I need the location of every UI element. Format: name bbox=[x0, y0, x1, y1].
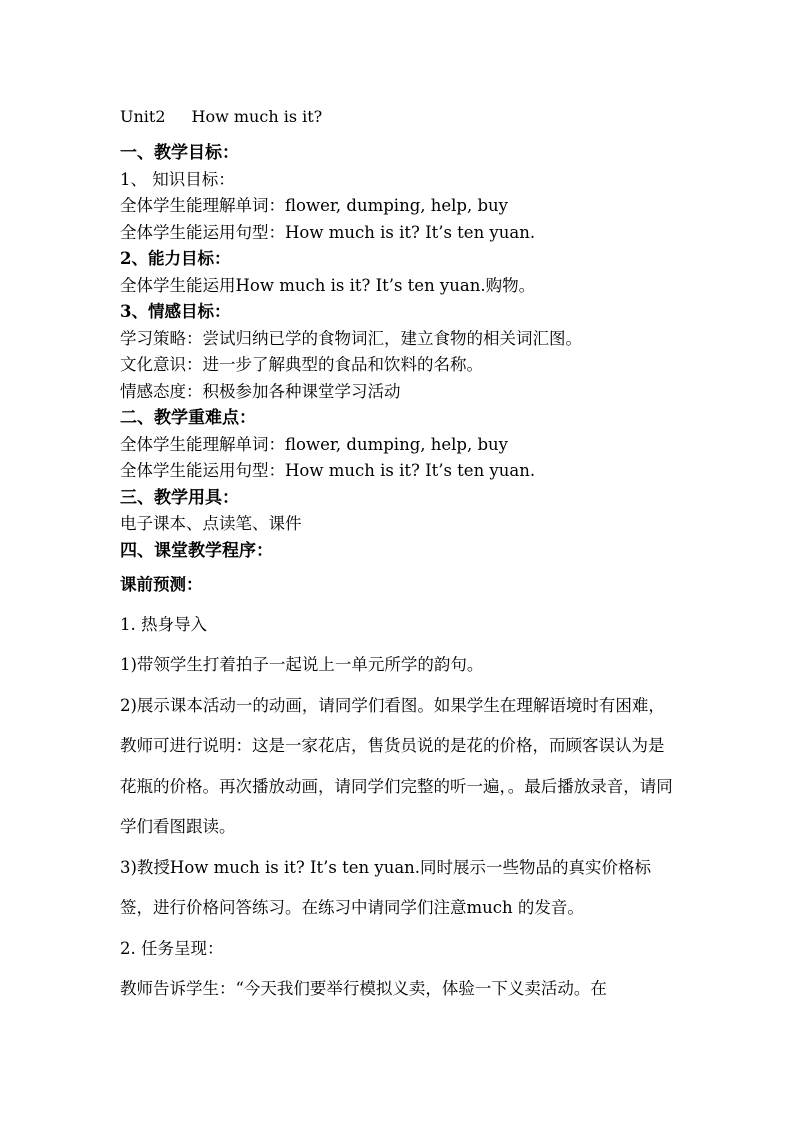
tools-line-1: 电子课本、点读笔、课件 bbox=[120, 514, 302, 533]
emotion-line-2: 文化意识：进一步了解典型的食品和饮料的名称。 bbox=[120, 355, 483, 374]
knowledge-line-2: 全体学生能运用句型：How much is it? It’s ten yuan. bbox=[120, 222, 536, 242]
unit-label: Unit2 bbox=[120, 107, 166, 126]
section-heading-key-points: 二、教学重难点： bbox=[120, 408, 256, 428]
document-title bbox=[120, 104, 680, 130]
key-point-line-2: 全体学生能运用句型：How much is it? It’s ten yuan. bbox=[120, 461, 536, 480]
subheading-knowledge: 1、 知识目标： bbox=[120, 169, 235, 189]
step2-paragraph: 教师告诉学生：“今天我们要举行模拟义卖，体验一下义卖活动。在 bbox=[120, 979, 607, 998]
step1-item-3: 3)教授How much is it? It’s ten yuan.同时展示一些物品的真实价格标签，进行价格问答练习。在练习中请同学们注意much 的发音。 bbox=[120, 857, 652, 917]
section-heading-objectives: 一、教学目标： bbox=[120, 143, 239, 163]
step1-item-1: 1)带领学生打着拍子一起说上一单元所学的韵句。 bbox=[120, 655, 484, 674]
document-page bbox=[120, 104, 680, 1010]
key-point-line-1: 全体学生能理解单词：flower, dumping, help, buy bbox=[120, 434, 508, 454]
subheading-ability: 2、能力目标： bbox=[120, 249, 231, 268]
emotion-line-1: 学习策略：尝试归纳已学的食物词汇，建立食物的相关词汇图。 bbox=[120, 328, 582, 348]
emotion-line-3: 情感态度：积极参加各种课堂学习活动 bbox=[120, 381, 401, 401]
section-heading-tools: 三、教学用具： bbox=[120, 487, 239, 508]
section-heading-procedure: 四、课堂教学程序： bbox=[120, 540, 273, 561]
pre-class-heading: 课前预测： bbox=[120, 575, 203, 594]
unit-question: How much is it? bbox=[191, 107, 323, 126]
knowledge-line-1: 全体学生能理解单词：flower, dumping, help, buy bbox=[120, 196, 508, 215]
step2-heading: 2. 任务呈现： bbox=[120, 938, 224, 958]
step1-heading: 1. 热身导入 bbox=[120, 614, 207, 634]
step1-item-2: 2)展示课本活动一的动画，请同学们看图。如果学生在理解语境时有困难，教师可进行说明：这是一家花店，售货员说的是花的价格，而顾客误认为是花瓶的价格。再次播放动画，请同学们完整的听一遍，。最后播放录音，请同学们看图跟读。 bbox=[120, 695, 673, 836]
ability-line-1: 全体学生能运用How much is it? It’s ten yuan.购物。 bbox=[120, 275, 536, 295]
subheading-emotion: 3、情感目标： bbox=[120, 302, 231, 321]
